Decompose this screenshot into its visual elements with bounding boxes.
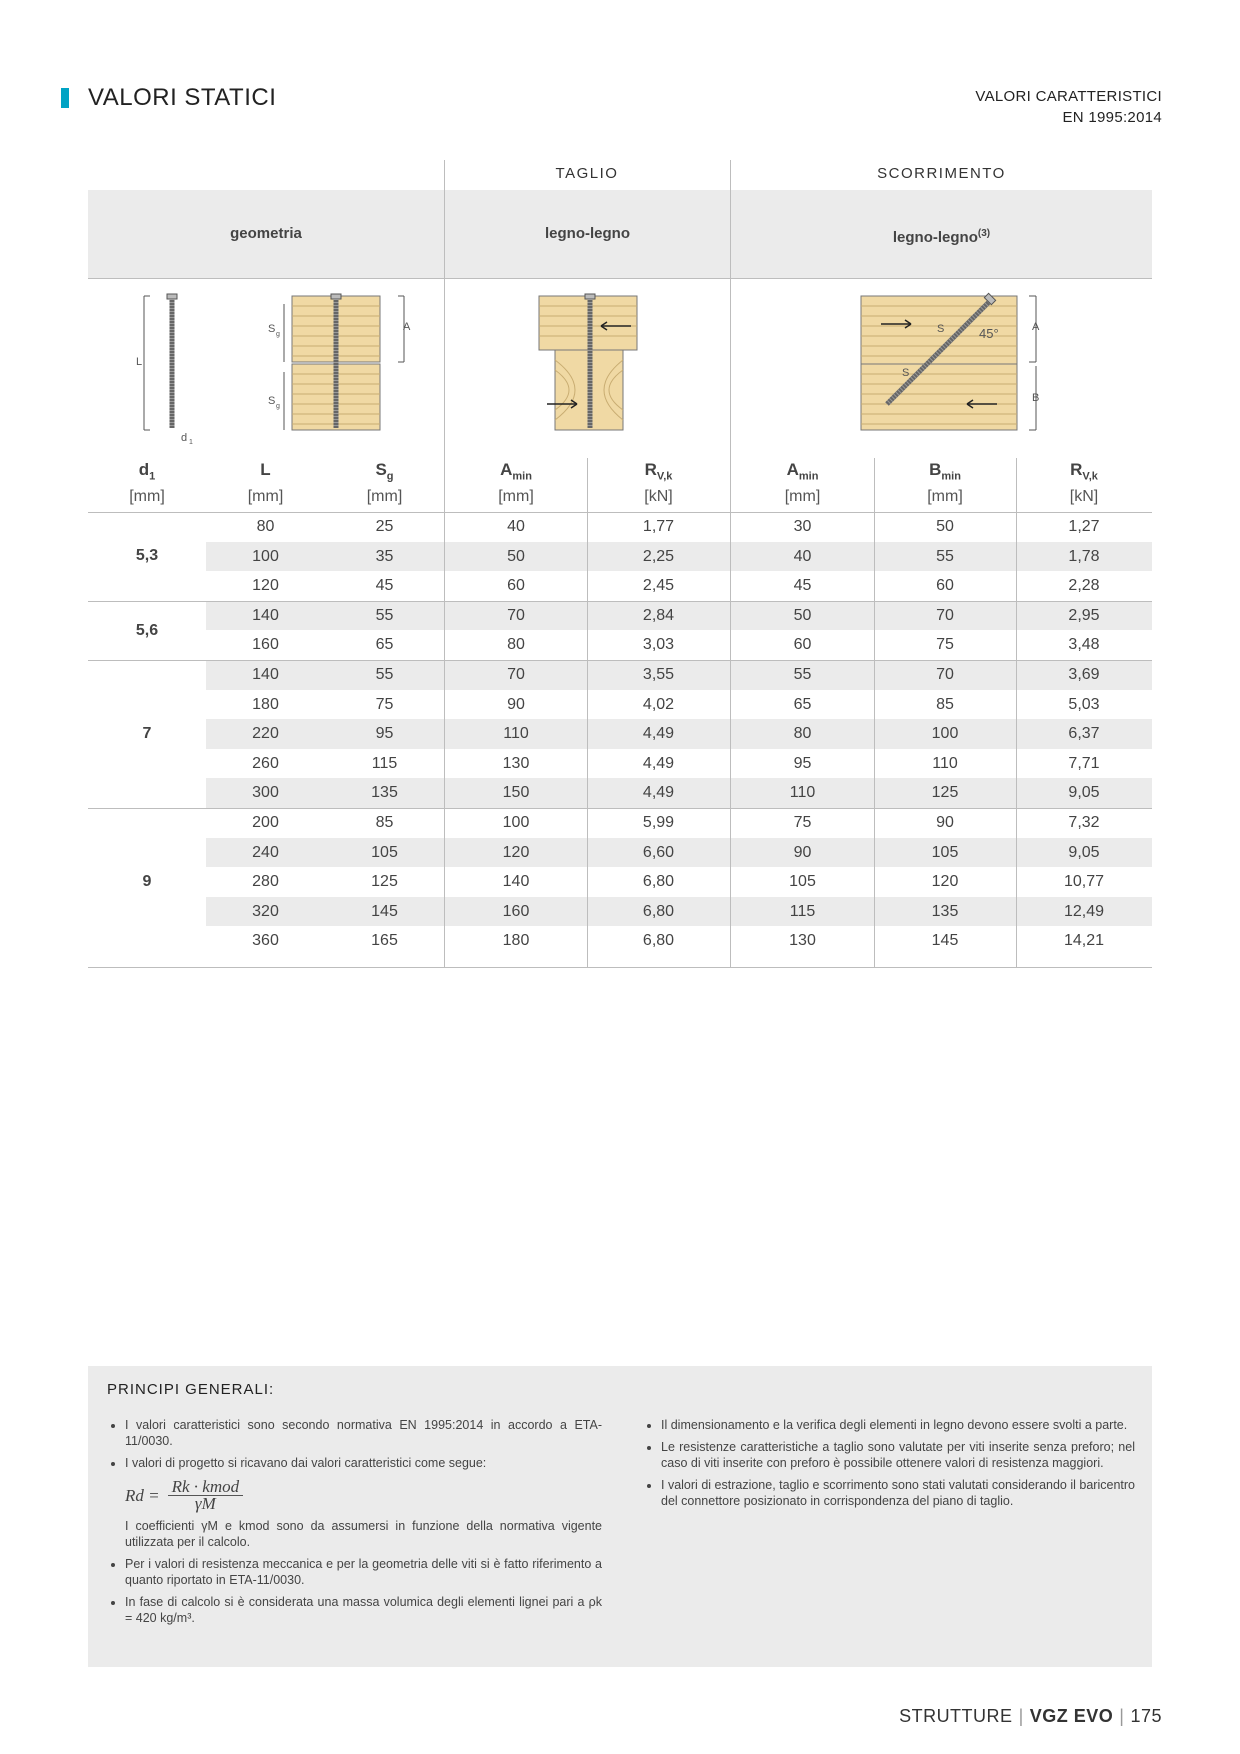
table-cell: 4,02 xyxy=(642,695,675,713)
table-cell: 150 xyxy=(502,784,530,802)
table-cell: 7,71 xyxy=(1068,754,1100,772)
label-L: L xyxy=(136,356,143,368)
column-symbol-main: R xyxy=(644,460,657,479)
table-cell: 3,48 xyxy=(1068,636,1100,654)
column-header xyxy=(325,456,444,510)
table-cell: 6,80 xyxy=(642,932,675,950)
footer-separator: | xyxy=(1018,1706,1024,1726)
column-header xyxy=(1016,456,1152,510)
column-unit: [kN] xyxy=(1069,488,1099,505)
formula-numerator: Rk · kmod xyxy=(168,1479,244,1496)
table-cell: 55 xyxy=(793,666,812,683)
table-cell: 9,05 xyxy=(1068,843,1100,861)
design-formula xyxy=(125,1479,602,1512)
table-cell: 180 xyxy=(502,932,530,950)
table-cell: 120 xyxy=(252,577,279,595)
table-cell: 95 xyxy=(793,754,812,772)
table-cell: 45 xyxy=(793,577,812,595)
table-cell: 6,60 xyxy=(642,843,675,861)
table-cell: 300 xyxy=(252,784,279,802)
table-cell: 2,84 xyxy=(642,606,675,624)
table-cell: 85 xyxy=(936,695,954,713)
column-symbol-sub: min xyxy=(941,470,961,483)
table-cell: 50 xyxy=(793,606,812,624)
coefficients-text: I coefficienti γM e kmod sono da assumersi in funzione della normativa vigente utilizzata per il calcolo. xyxy=(125,1519,602,1549)
group-separator xyxy=(88,601,1152,602)
table-cell: 9,05 xyxy=(1068,784,1100,802)
title-accent-bar xyxy=(61,88,69,108)
table-cell: 130 xyxy=(789,932,816,950)
subheader-sliding-label: legno-legno xyxy=(892,229,978,246)
d1-group-label: 7 xyxy=(142,725,152,742)
notes-title: PRINCIPI GENERALI: xyxy=(107,1381,275,1398)
column-unit: [mm] xyxy=(247,488,284,505)
note-right-1: • Il dimensionamento e la verifica degli elementi in legno devono essere svolti a parte. xyxy=(661,1417,1135,1433)
table-cell: 65 xyxy=(793,695,812,713)
label-d1: d xyxy=(181,432,188,444)
table-cell: 4,49 xyxy=(642,754,675,772)
table-cell: 360 xyxy=(252,932,279,950)
table-cell: 140 xyxy=(252,606,279,624)
table-cell: 105 xyxy=(789,873,816,891)
table-cell: 80 xyxy=(793,725,812,743)
table-cell: 25 xyxy=(375,518,394,535)
table-cell: 125 xyxy=(371,873,398,891)
label-Sg-lower: S xyxy=(902,367,910,379)
column-unit: [mm] xyxy=(498,488,534,505)
table-cell: 70 xyxy=(507,606,525,624)
table-cell: 140 xyxy=(252,666,279,683)
formula-fraction xyxy=(168,1479,244,1512)
column-divider xyxy=(874,458,875,968)
table-cell: 2,28 xyxy=(1068,577,1100,595)
table-cell: 50 xyxy=(936,518,954,535)
table-cell: 110 xyxy=(503,725,529,743)
table-cell: 2,45 xyxy=(642,577,675,595)
column-symbol xyxy=(325,456,444,484)
table-cell: 80 xyxy=(256,518,275,535)
table-cell: 220 xyxy=(252,725,279,743)
label-Sg-upper: S xyxy=(937,323,945,335)
subheader-sliding-note: (3) xyxy=(977,228,991,239)
note-right-3: • I valori di estrazione, taglio e scorrimento sono stati valutati considerando il baricentro del connettore posizionato in corrispondenza del piano di taglio. xyxy=(661,1477,1135,1509)
table-cell: 60 xyxy=(936,577,954,595)
column-symbol xyxy=(88,456,206,484)
page-footer xyxy=(899,1706,1162,1727)
d1-group-label: 5,6 xyxy=(135,621,159,639)
table-cell: 145 xyxy=(371,902,398,920)
table-cell: 60 xyxy=(507,577,525,595)
note-right-2: • Le resistenze caratteristiche a taglio sono valutate per viti inserite senza preforo; nel caso di viti inserite con preforo è possibile ottenere valori di resistenza maggiori. xyxy=(661,1439,1135,1471)
table-cell: 110 xyxy=(932,754,958,772)
table-cell: 3,69 xyxy=(1068,666,1100,683)
subheader-sliding xyxy=(731,190,1152,278)
formula-denominator: γM xyxy=(194,1494,216,1513)
label-angle: 45° xyxy=(979,326,999,341)
table-cell: 280 xyxy=(252,873,279,891)
column-divider xyxy=(587,458,588,968)
table-cell: 45 xyxy=(375,577,394,595)
table-cell: 70 xyxy=(936,606,954,624)
label-Sg-top: S xyxy=(268,323,276,335)
label-Sg-bottom: S xyxy=(268,395,276,407)
note-left-2-text: I valori di progetto si ricavano dai valori caratteristici come segue: xyxy=(125,1456,487,1470)
page-title: VALORI STATICI xyxy=(88,84,277,111)
standard-line-1: VALORI CARATTERISTICI xyxy=(975,88,1162,105)
table-cell: 140 xyxy=(502,873,530,891)
table-cell: 60 xyxy=(793,636,812,654)
table-cell: 3,55 xyxy=(642,666,675,683)
table-cell: 135 xyxy=(931,902,959,920)
table-cell: 90 xyxy=(936,814,954,831)
table-cell: 180 xyxy=(252,695,279,713)
table-cell: 12,49 xyxy=(1063,902,1105,920)
label-Sg-top-sub: g xyxy=(276,331,280,338)
note-left-3: • Per i valori di resistenza meccanica e per la geometria delle viti si è fatto riferimento a quanto riportato in ETA-11/0030. xyxy=(125,1556,602,1588)
divider-shear-sliding xyxy=(730,160,731,968)
table-cell: 55 xyxy=(375,606,394,624)
table-cell: 1,77 xyxy=(642,518,675,535)
table-cell: 35 xyxy=(375,547,394,565)
table-cell: 6,80 xyxy=(642,902,675,920)
table-cell: 1,27 xyxy=(1068,518,1100,535)
column-symbol-sub: 1 xyxy=(149,470,156,483)
table-cell: 10,77 xyxy=(1063,873,1105,891)
table-cell: 120 xyxy=(931,873,959,891)
footer-separator-2: | xyxy=(1119,1706,1125,1726)
shear-diagram xyxy=(445,280,730,456)
d1-group-label: 5,3 xyxy=(135,547,159,564)
table-cell: 80 xyxy=(507,636,525,654)
table-cell: 135 xyxy=(371,784,398,802)
d1-group-label: 9 xyxy=(142,873,152,890)
table-cell: 100 xyxy=(252,547,279,565)
column-unit: [mm] xyxy=(129,488,165,505)
standard-reference xyxy=(975,86,1162,128)
column-symbol-sub: g xyxy=(386,470,394,483)
sliding-diagram xyxy=(731,280,1152,456)
table-cell: 70 xyxy=(936,666,954,683)
column-symbol-main: d xyxy=(138,460,150,479)
table-cell: 95 xyxy=(375,725,394,743)
column-divider xyxy=(1016,458,1017,968)
table-cell: 115 xyxy=(789,902,816,920)
table-cell: 200 xyxy=(252,814,279,831)
table-cell: 1,78 xyxy=(1068,547,1100,565)
table-cell: 240 xyxy=(252,843,279,861)
label-B: B xyxy=(1032,392,1040,404)
column-symbol-main: A xyxy=(500,460,513,479)
table-cell: 5,99 xyxy=(642,814,675,831)
table-cell: 30 xyxy=(793,518,812,535)
column-symbol-main: R xyxy=(1070,460,1083,479)
table-cell: 3,03 xyxy=(642,636,675,654)
column-symbol-main: A xyxy=(786,460,799,479)
note-left-4: • In fase di calcolo si è considerata una massa volumica degli elementi lignei pari a ρk = 420 kg/m³. xyxy=(125,1594,602,1626)
column-symbol xyxy=(731,456,874,484)
divider-geometry-shear xyxy=(444,160,445,968)
label-A-sliding: A xyxy=(1032,321,1040,333)
table-cell: 160 xyxy=(252,636,279,654)
rule-subheader-bottom xyxy=(88,278,1152,279)
table-cell: 100 xyxy=(931,725,959,743)
table-cell: 85 xyxy=(375,814,394,831)
formula-lhs: Rd = xyxy=(125,1485,160,1505)
rule-table-bottom xyxy=(88,967,1152,968)
column-header xyxy=(874,456,1016,510)
footer-product: VGZ EVO xyxy=(1029,1706,1114,1726)
table-cell: 160 xyxy=(502,902,530,920)
column-symbol-main: B xyxy=(929,460,942,479)
label-A: A xyxy=(403,321,411,333)
footer-section: STRUTTURE xyxy=(899,1706,1013,1726)
table-cell: 120 xyxy=(502,843,530,861)
table-cell: 4,49 xyxy=(642,725,675,743)
column-symbol xyxy=(445,456,587,484)
table-cell: 100 xyxy=(502,814,530,831)
column-symbol-sub: min xyxy=(512,470,532,483)
table-cell: 75 xyxy=(936,636,954,654)
column-symbol-main: S xyxy=(375,460,387,479)
group-separator xyxy=(88,512,1152,513)
standard-line-2: EN 1995:2014 xyxy=(1062,109,1162,126)
geometry-diagram xyxy=(88,280,444,456)
column-symbol-sub: min xyxy=(798,470,819,483)
column-symbol xyxy=(587,456,730,484)
group-separator xyxy=(88,808,1152,809)
column-symbol-sub: V,k xyxy=(1082,470,1098,483)
column-header xyxy=(731,456,874,510)
table-cell: 14,21 xyxy=(1063,932,1105,950)
table-cell: 165 xyxy=(371,932,398,950)
subheader-geometry: geometria xyxy=(88,190,444,278)
column-symbol xyxy=(206,456,325,484)
column-unit: [kN] xyxy=(644,488,673,505)
notes-right-column xyxy=(643,1417,1135,1515)
notes-left-column xyxy=(107,1417,602,1632)
table-cell: 90 xyxy=(507,695,525,713)
label-Sg-bottom-sub: g xyxy=(276,403,280,410)
table-cell: 260 xyxy=(252,754,279,772)
column-header xyxy=(88,456,206,510)
table-cell: 55 xyxy=(936,547,954,565)
table-cell: 40 xyxy=(507,518,525,535)
table-cell: 2,25 xyxy=(642,547,675,565)
table-cell: 320 xyxy=(252,902,279,920)
group-separator xyxy=(88,660,1152,661)
table-cell: 90 xyxy=(793,843,812,861)
table-cell: 55 xyxy=(375,666,394,683)
table-cell: 130 xyxy=(502,754,530,772)
column-symbol xyxy=(1016,456,1152,484)
note-left-1: • I valori caratteristici sono secondo normativa EN 1995:2014 in accordo a ETA-11/0030. xyxy=(125,1417,602,1449)
table-cell: 40 xyxy=(793,547,812,565)
table-cell: 7,32 xyxy=(1068,814,1100,831)
label-d1-sub: 1 xyxy=(189,439,193,446)
table-cell: 6,80 xyxy=(642,873,675,891)
table-cell: 65 xyxy=(375,636,394,654)
table-cell: 145 xyxy=(931,932,959,950)
table-cell: 6,37 xyxy=(1068,725,1100,743)
group-header-sliding: SCORRIMENTO xyxy=(877,165,1006,182)
column-unit: [mm] xyxy=(927,488,963,505)
table-cell: 4,49 xyxy=(642,784,675,802)
table-cell: 110 xyxy=(789,784,816,802)
table-cell: 2,95 xyxy=(1068,606,1100,624)
table-cell: 115 xyxy=(371,754,398,772)
table-cell: 70 xyxy=(507,666,525,683)
footer-page-number: 175 xyxy=(1130,1706,1162,1726)
column-header xyxy=(206,456,325,510)
table-cell: 50 xyxy=(507,547,525,565)
table-cell: 5,03 xyxy=(1068,695,1100,713)
column-symbol-sub: V,k xyxy=(656,470,673,483)
table-cell: 75 xyxy=(375,695,394,713)
column-header xyxy=(587,456,730,510)
table-cell: 105 xyxy=(371,843,398,861)
column-header xyxy=(445,456,587,510)
table-cell: 75 xyxy=(793,814,812,831)
note-left-2 xyxy=(125,1455,602,1550)
group-header-shear: TAGLIO xyxy=(555,165,619,182)
subheader-shear: legno-legno xyxy=(445,190,730,278)
column-symbol-main: L xyxy=(260,460,271,479)
column-symbol xyxy=(874,456,1016,484)
column-unit: [mm] xyxy=(366,488,403,505)
column-unit: [mm] xyxy=(784,488,821,505)
table-cell: 105 xyxy=(931,843,959,861)
table-cell: 125 xyxy=(931,784,959,802)
